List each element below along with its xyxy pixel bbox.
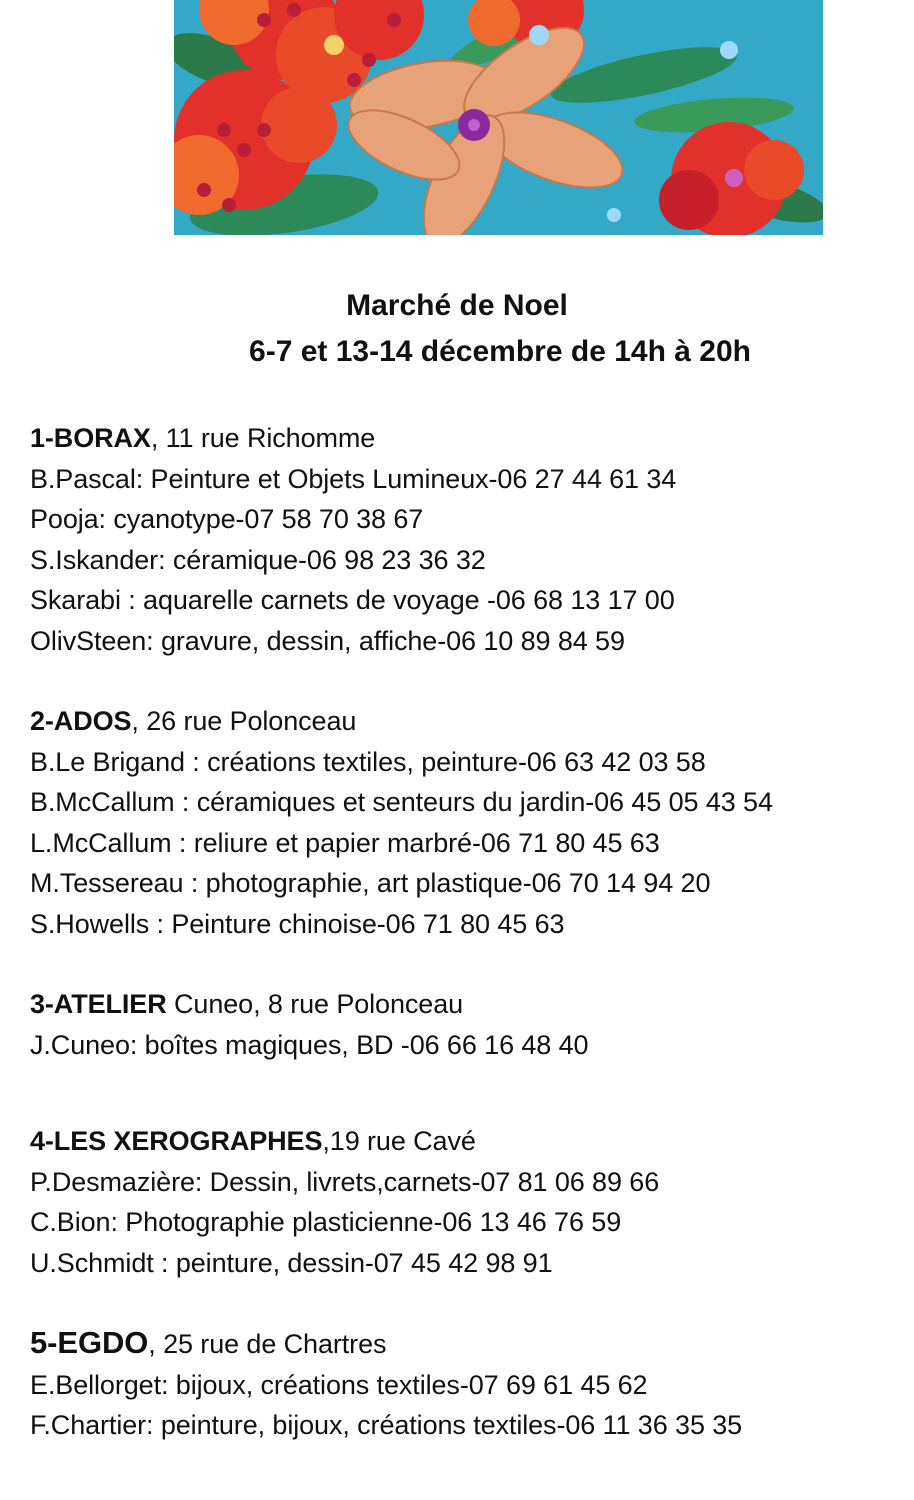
banner-image: [174, 0, 823, 235]
section-heading: [30, 418, 900, 459]
exhibitor-entry: F.Chartier: peinture, bijoux, créations textiles-06 11 36 35 35: [30, 1410, 743, 1440]
exhibitor-entry: Skarabi : aquarelle carnets de voyage -06 68 13 17 00: [30, 585, 675, 615]
section-heading: [30, 984, 900, 1025]
section-atelier: [30, 984, 900, 1065]
exhibitor-entry: J.Cuneo: boîtes magiques, BD -06 66 16 48 40: [30, 1029, 589, 1060]
title-line-2: 6-7 et 13-14 décembre de 14h à 20h: [249, 335, 751, 368]
section-address: Cuneo, 8 rue Polonceau: [166, 989, 464, 1019]
exhibitor-listing: [30, 418, 900, 1486]
section-name: 3-ATELIER: [30, 989, 167, 1019]
title-line-1: Marché de Noel: [346, 289, 568, 322]
exhibitor-entry: P.Desmazière: Dessin, livrets,carnets-07 81 06 89 66: [30, 1166, 660, 1197]
exhibitor-entry: U.Schmidt : peinture, dessin-07 45 42 98 91: [30, 1247, 553, 1278]
section-address: , 26 rue Polonceau: [131, 706, 357, 736]
section-borax: [30, 418, 900, 661]
exhibitor-entry: B.Pascal: Peinture et Objets Lumineux-06 27 44 61 34: [30, 463, 677, 494]
embroidered-flowers-icon: [174, 0, 823, 235]
section-heading: [30, 701, 900, 742]
exhibitor-entry: Pooja: cyanotype-07 58 70 38 67: [30, 504, 424, 534]
exhibitor-entry: B.Le Brigand : créations textiles, peinture-06 63 42 03 58: [30, 746, 706, 777]
exhibitor-entry: L.McCallum : reliure et papier marbré-06 71 80 45 63: [30, 827, 660, 858]
exhibitor-entry: S.Howells : Peinture chinoise-06 71 80 45 63: [30, 908, 565, 939]
section-ados: [30, 701, 900, 944]
section-address: , 11 rue Richomme: [150, 423, 376, 453]
exhibitor-entry: OlivSteen: gravure, dessin, affiche-06 10 89 84 59: [30, 625, 625, 656]
exhibitor-entry: M.Tessereau : photographie, art plastique-06 70 14 94 20: [30, 868, 711, 898]
exhibitor-entry: E.Bellorget: bijoux, créations textiles-07 69 61 45 62: [30, 1369, 648, 1400]
section-xerographes: [30, 1121, 900, 1283]
exhibitor-entry: C.Bion: Photographie plasticienne-06 13 46 76 59: [30, 1207, 622, 1237]
section-egdo: [30, 1323, 900, 1446]
exhibitor-entry: B.McCallum : céramiques et senteurs du jardin-06 45 05 43 54: [30, 787, 773, 817]
section-name: 2-ADOS: [30, 706, 132, 736]
section-name: 1-BORAX: [30, 423, 151, 453]
page-title: [0, 283, 914, 375]
section-address: ,19 rue Cavé: [322, 1126, 476, 1156]
section-heading: [30, 1121, 900, 1162]
section-address: , 25 rue de Chartres: [148, 1329, 387, 1359]
section-heading: [30, 1323, 900, 1365]
exhibitor-entry: S.Iskander: céramique-06 98 23 36 32: [30, 544, 486, 575]
section-name: 5-EGDO: [30, 1325, 149, 1360]
section-name: 4-LES XEROGRAPHES: [30, 1126, 323, 1156]
